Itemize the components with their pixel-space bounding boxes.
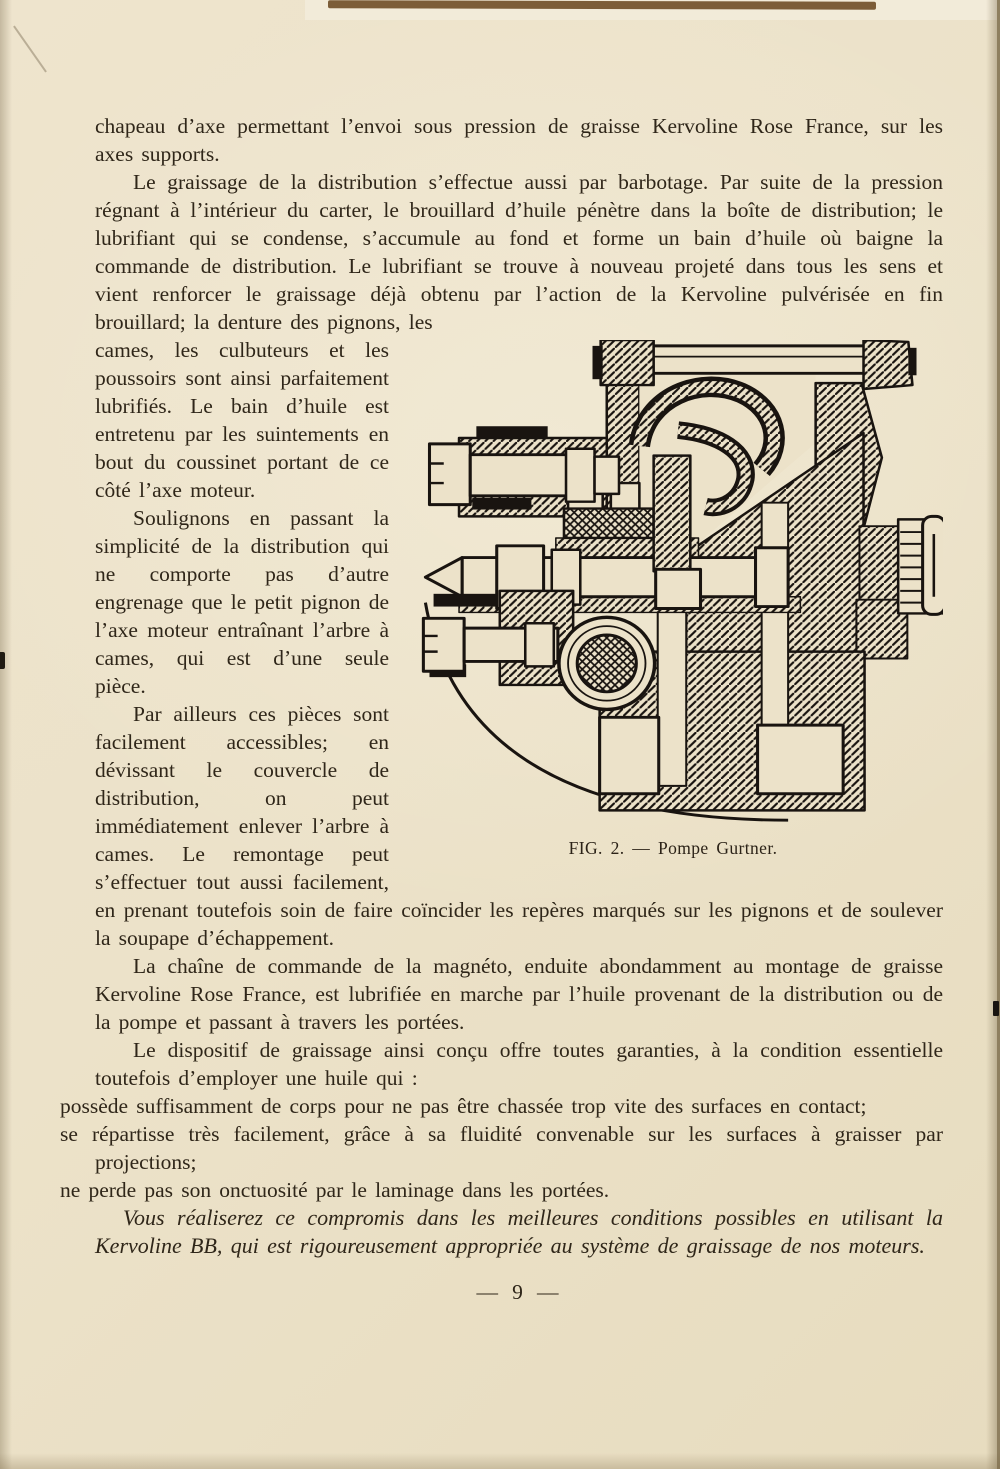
page-edge-bottom bbox=[0, 1453, 1000, 1469]
paragraph-chaine-magneto: La chaîne de commande de la magnéto, enduite abondamment au montage de graisse Kervoline Rose France, est lubrifiée en marche par l’huile provenant de la distribution ou de la pompe et passant à travers les portées. bbox=[95, 954, 943, 1034]
figure-caption: FIG. 2. — Pompe Gurtner. bbox=[568, 838, 778, 858]
oil-qualities-list bbox=[60, 1092, 943, 1204]
page-edge-left bbox=[0, 0, 12, 1469]
paragraph-par-ailleurs: Par ailleurs ces pièces sont facilement accessibles; en dévissant le couvercle de distribution, on peut immédiatement enlever l’arbre à cames. Le remontage peut s’effectuer tout aussi facilement, en prenant toutefois soin de faire coïncider les repères marqués sur les pignons et de soulever la soupape d’échappement. bbox=[95, 702, 943, 950]
page-edge-ink-mark bbox=[993, 1001, 999, 1016]
paragraph-dispositif-graissage: Le dispositif de graissage ainsi conçu offre toutes garanties, à la condition essentielle toutefois d’employer une huile qui : bbox=[95, 1038, 943, 1090]
paragraph-graissage-distribution: Le graissage de la distribution s’effectue aussi par barbotage. Par suite de la pression régnant à l’intérieur du carter, le brouillard d’huile pénètre dans la boîte de distribution; le lubrifiant qui se condense, s’accumule au fond et forme un bain d’huile où baigne la commande de distribution. Le lubrifiant se trouve à nouveau projeté dans tous les sens et vient renforcer le graissage déjà obtenu par l’action de la Kervoline pulvérisée en fin brouillard; la denture des pignons, les bbox=[95, 170, 943, 334]
page-corner-fold bbox=[13, 25, 47, 72]
page-edge-top-strip bbox=[328, 0, 876, 9]
paragraph-kervoline-bb: Vous réaliserez ce compromis dans les meilleures conditions possibles en utilisant la Kervoline BB, qui est rigoureusement appropriée au système de graissage de nos moteurs. bbox=[95, 1205, 943, 1258]
paragraph-soulignons: Soulignons en passant la simplicité de la distribution qui ne comporte pas d’autre engrenage que le petit pignon de l’axe moteur entraînant l’arbre à cames, qui est d’une seule pièce. bbox=[95, 506, 389, 698]
drawing-root bbox=[423, 340, 943, 820]
page-number: — 9 — bbox=[476, 1280, 562, 1304]
list-item-onctuosite: ne perde pas son onctuosité par le laminage dans les portées. bbox=[60, 1178, 610, 1202]
paragraph-chapeau-axe: chapeau d’axe permettant l’envoi sous pression de graisse Kervoline Rose France, sur les axes supports. bbox=[95, 114, 943, 166]
page-text-block bbox=[60, 112, 943, 1306]
oil-strainer bbox=[559, 617, 655, 709]
list-item-corps: possède suffisamment de corps pour ne pas être chassée trop vite des surfaces en contact; bbox=[60, 1094, 867, 1118]
figure-pompe-gurtner bbox=[403, 340, 943, 862]
list-item-fluidite: se répartisse très facilement, grâce à sa fluidité convenable sur les surfaces à graisser par projections; bbox=[60, 1122, 943, 1174]
page-edge-left-notch bbox=[0, 652, 5, 669]
paragraph-cames-culbuteurs: cames, les culbuteurs et les poussoirs sont ainsi parfaitement lubrifiés. Le bain d’huile est entretenu par les suintements en bout du coussinet portant de ce côté l’axe moteur. bbox=[95, 338, 389, 502]
pump-cross-section-drawing bbox=[403, 340, 943, 830]
threaded-outlet bbox=[898, 516, 943, 614]
